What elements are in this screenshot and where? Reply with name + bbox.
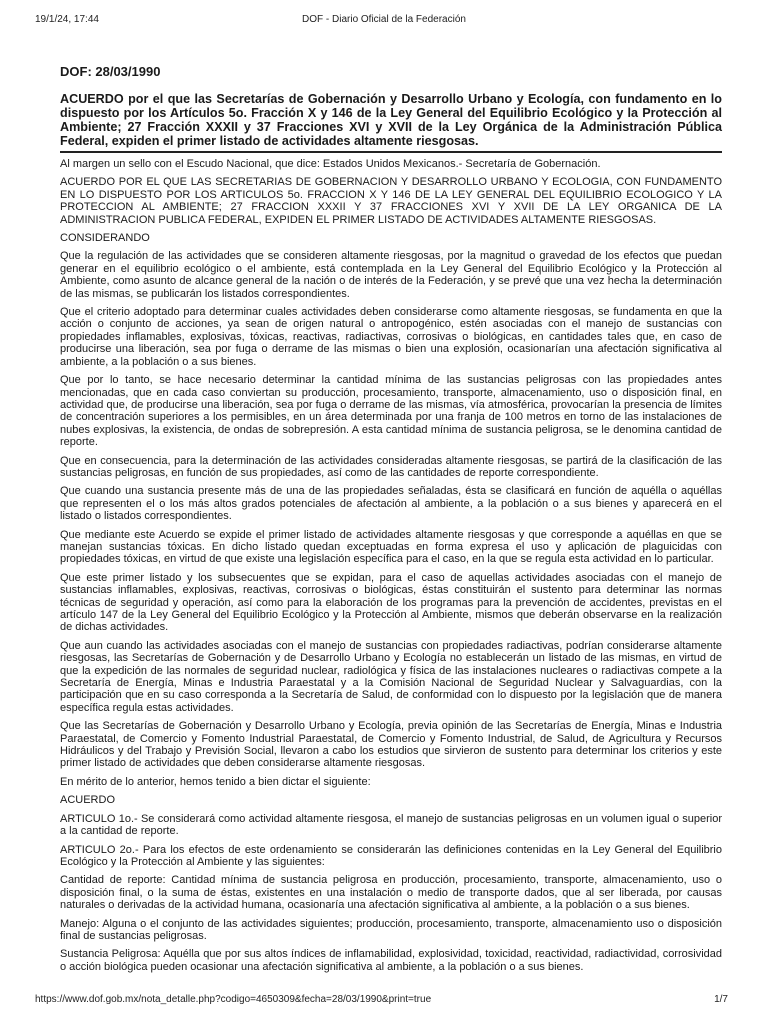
article-1: ARTICULO 1o.- Se considerará como actividad altamente riesgosa, el manejo de sustancias peligrosas en un volumen igual o superior a la cantidad de reporte. [60, 812, 722, 838]
document-title: ACUERDO por el que las Secretarías de Gobernación y Desarrollo Urbano y Ecología, con fundamento en lo dispuesto por los Artículos 5o. Fracción X y 146 de la Ley General del Equilibrio Ecológico y la Protección al Ambiente; 27 Fracción XXXII y 37 Fracciones XVI y XVII de la Ley Orgánica de la Administración Pública Federal, expiden el primer listado de actividades altamente riesgosas. [60, 92, 722, 153]
article-2: ARTICULO 2o.- Para los efectos de este ordenamiento se considerarán las definiciones contenidas en la Ley General del Equilibrio Ecológico y la Protección al Ambiente y las siguientes: [60, 843, 722, 868]
definition-sustancia-peligrosa: Sustancia Peligrosa: Aquélla que por sus altos índices de inflamabilidad, explosividad, toxicidad, reactividad, radiactividad, corrosividad o acción biológica pueden ocasionar una afectación significativa al ambiente, a la población o a sus bienes. [60, 948, 722, 973]
definition-manejo: Manejo: Alguna o el conjunto de las actividades siguientes; producción, procesamiento, transporte, almacenamiento uso o disposición final de sustancias peligrosas. [60, 917, 722, 942]
paragraph: En mérito de lo anterior, hemos tenido a bien dictar el siguiente: [60, 775, 371, 788]
document-body [60, 64, 722, 979]
print-datetime: 19/1/24, 17:44 [35, 14, 99, 25]
paragraph-agreement-caps: ACUERDO POR EL QUE LAS SECRETARIAS DE GOBERNACION Y DESARROLLO URBANO Y ECOLOGIA, CON FUNDAMENTO EN LO DISPUESTO POR LOS ARTICULOS 5o. FRACCION X Y 146 DE LA LEY GENERAL DEL EQUILIBRIO ECOLOGICO Y LA PROTECCION AL AMBIENTE; 27 FRACCION XXXII Y 37 FRACCIONES XVI Y XVII DE LA LEY ORGANICA DE LA ADMINISTRACION PUBLICA FEDERAL, EXPIDEN EL PRIMER LISTADO DE ACTIVIDADES ALTAMENTE RIESGOSAS. [60, 176, 722, 226]
print-url: https://www.dof.gob.mx/nota_detalle.php?codigo=4650309&fecha=28/03/1990&print=true [35, 994, 432, 1005]
paragraph: Que cuando una sustancia presente más de una de las propiedades señaladas, ésta se clasificará en función de aquélla o aquéllas que representen el o los más altos grados potenciales de afectación al ambiente, a la población o a sus bienes y aparecerá en el listado o listados correspondientes. [60, 485, 722, 523]
section-heading-acuerdo: ACUERDO [60, 794, 116, 807]
document-paragraphs [60, 158, 722, 973]
dof-date: DOF: 28/03/1990 [60, 64, 161, 79]
page-number: 1/7 [714, 994, 728, 1005]
paragraph: Que mediante este Acuerdo se expide el primer listado de actividades altamente riesgosas y que corresponde a aquéllas en que se manejan sustancias tóxicas. En dicho listado quedan exceptuadas en forma expresa el uso y aplicación de plaguicidas con propiedades tóxicas, en virtud de que existe una legislación específica para el caso, en la que se regula esta actividad en lo particular. [60, 528, 722, 566]
print-header [0, 14, 768, 28]
paragraph-margin-note: Al margen un sello con el Escudo Nacional, que dice: Estados Unidos Mexicanos.- Secretaría de Gobernación. [60, 158, 601, 170]
paragraph: Que este primer listado y los subsecuentes que se expidan, para el caso de aquellas actividades asociadas con el manejo de sustancias inflamables, explosivas, reactivas, corrosivas o biológicas, éstas constituirán el sustento para determinar las normas técnicas de seguridad y operación, así como para la elaboración de los programas para la prevención de accidentes, previstas en el artículo 147 de la Ley General del Equilibrio Ecológico y la Protección al Ambiente, mismos que deberán observarse en la realización de dichas actividades. [60, 571, 722, 634]
paragraph: Que en consecuencia, para la determinación de las actividades consideradas altamente riesgosas, se partirá de la clasificación de las sustancias peligrosas, en función de sus propiedades, así como de las cantidades de reporte correspondiente. [60, 454, 722, 479]
paragraph: Que el criterio adoptado para determinar cuales actividades deben considerarse como altamente riesgosas, se fundamenta en que la acción o conjunto de acciones, ya sean de origen natural o antropogénico, estén asociadas con el manejo de sustancias con propiedades inflamables, explosivas, tóxicas, reactivas, radiactivas, corrosivas o biológicas, en cantidades tales que, en caso de producirse una liberación, sea por fuga o derrame de las mismas o bien una explosión, ocasionarían una afectación significativa al ambiente, a la población o a sus bienes. [60, 306, 722, 368]
print-site-title: DOF - Diario Oficial de la Federación [302, 14, 466, 25]
paragraph: Que aun cuando las actividades asociadas con el manejo de sustancias con propiedades radiactivas, podrían considerarse altamente riesgosas, las Secretarías de Gobernación y de Desarrollo Urbano y Ecología no establecerán un listado de las mismas, en virtud de que la expedición de las normales de seguridad nuclear, radiológica y física de las instalaciones nucleares o radiactivas compete a la Secretaría de Energía, Minas e Industria Paraestatal y a la Comisión Nacional de Seguridad Nuclear y Salvaguardias, con la participación que en su caso corresponda a la Secretaría de Salud, de conformidad con lo dispuesto por la legislación que de manera específica regula estas actividades. [60, 639, 722, 714]
paragraph: Que las Secretarías de Gobernación y Desarrollo Urbano y Ecología, previa opinión de las Secretarías de Energía, Minas e Industria Paraestatal, de Comercio y Fomento Industrial Paraestatal, de Comercio y Fomento Industrial, de Salud, de Agricultura y Recursos Hidráulicos y del Trabajo y Previsión Social, llevaron a cabo los estudios que sirvieron de sustento para determinar los criterios y este primer listado de actividades que deben considerarse altamente riesgosas. [60, 720, 722, 770]
paragraph: Que la regulación de las actividades que se consideren altamente riesgosas, por la magnitud o gravedad de los efectos que puedan generar en el equilibrio ecológico o el ambiente, está contemplada en la Ley General del Equilibrio Ecológico y la Protección al Ambiente, como asunto de alcance general de la nación o de interés de la Federación, y se prevé que una vez hecha la determinación de las mismas, se publicarán los listados correspondientes. [60, 250, 722, 300]
definition-cantidad-de-reporte: Cantidad de reporte: Cantidad mínima de sustancia peligrosa en producción, procesamiento, transporte, almacenamiento, uso o disposición final, o la suma de éstas, existentes en una instalación o medio de transporte dados, que al ser liberada, por causas naturales o derivadas de la actividad humana, ocasionaría una afectación significativa al ambiente, a la población o a sus bienes. [60, 874, 722, 912]
paragraph: Que por lo tanto, se hace necesario determinar la cantidad mínima de las sustancias peligrosas con las propiedades antes mencionadas, que en cada caso conviertan su producción, procesamiento, transporte, almacenamiento, uso o disposición final, en actividad que, de producirse una liberación, sea por fuga o derrame de las mismas, vía atmosférica, provocarían la presencia de límites de concentración superiores a los permisibles, en un área determinada por una franja de 100 metros en torno de las instalaciones de nubes explosivas, la existencia, de ondas de sobrepresión. A esta cantidad mínima de sustancia peligrosa, se le denomina cantidad de reporte. [60, 374, 722, 449]
section-heading-considerando: CONSIDERANDO [60, 232, 150, 245]
